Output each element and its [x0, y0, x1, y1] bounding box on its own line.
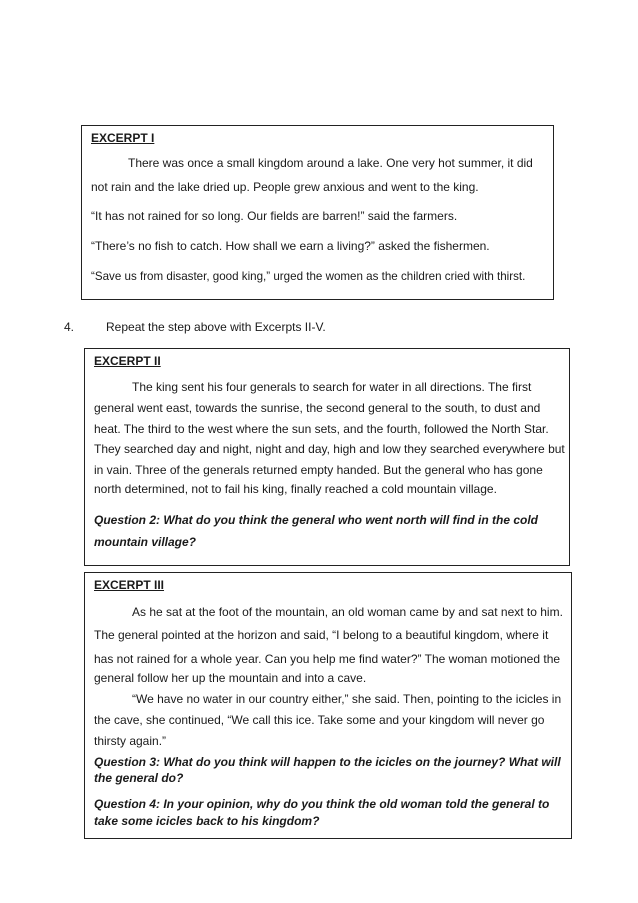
excerpt-2-line: in vain. Three of the generals returned empty handed. But the general who has gone	[94, 463, 543, 477]
step-number: 4.	[64, 320, 75, 334]
excerpt-3-line: “We have no water in our country either,” she said. Then, pointing to the icicles in	[132, 692, 562, 706]
question-4-text: take some icicles back to his kingdom?	[94, 814, 320, 828]
excerpt-3-line: The general pointed at the horizon and said, “I belong to a beautiful kingdom, where it	[94, 628, 549, 642]
excerpt-3-title: EXCERPT III	[94, 578, 165, 592]
excerpt-1-line: “It has not rained for so long. Our fields are barren!” said the farmers.	[91, 209, 458, 223]
question-2-text: Question 2: What do you think the general who went north will find in the cold	[94, 513, 538, 527]
excerpt-1-line: “Save us from disaster, good king,” urged the women as the children cried with thirst.	[91, 270, 526, 283]
excerpt-2-line: The king sent his four generals to search for water in all directions. The first	[132, 380, 532, 394]
question-2-text: mountain village?	[94, 535, 197, 549]
excerpt-3-line: has not rained for a whole year. Can you help me find water?” The woman motioned the	[94, 652, 561, 666]
excerpt-3-line: the cave, she continued, “We call this ice. Take some and your kingdom will never go	[94, 713, 545, 727]
excerpt-3-line: thirsty again.”	[94, 734, 167, 748]
excerpt-2-line: heat. The third to the west where the sun sets, and the fourth, followed the North Star.	[94, 422, 549, 436]
excerpt-2-line: general went east, towards the sunrise, the second general to the south, to dust and	[94, 401, 541, 415]
excerpt-1-title: EXCERPT I	[91, 131, 155, 145]
excerpt-1-line: There was once a small kingdom around a lake. One very hot summer, it did	[128, 156, 533, 170]
excerpt-2-title: EXCERPT II	[94, 354, 161, 368]
question-3-text: Question 3: What do you think will happen to the icicles on the journey? What will	[94, 755, 561, 769]
excerpt-2-line: They searched day and night, night and day, high and low they searched everywhere but	[94, 442, 565, 456]
excerpt-1-line: not rain and the lake dried up. People grew anxious and went to the king.	[91, 180, 479, 194]
excerpt-3-line: As he sat at the foot of the mountain, an old woman came by and sat next to him.	[132, 605, 563, 619]
question-3-text: the general do?	[94, 771, 184, 785]
question-4-text: Question 4: In your opinion, why do you think the old woman told the general to	[94, 797, 550, 811]
excerpt-3-line: general follow her up the mountain and into a cave.	[94, 671, 367, 685]
step-instruction: Repeat the step above with Excerpts II-V.	[106, 320, 326, 334]
excerpt-1-line: “There’s no fish to catch. How shall we earn a living?” asked the fishermen.	[91, 239, 490, 253]
excerpt-2-line: north determined, not to fail his king, finally reached a cold mountain village.	[94, 482, 497, 496]
